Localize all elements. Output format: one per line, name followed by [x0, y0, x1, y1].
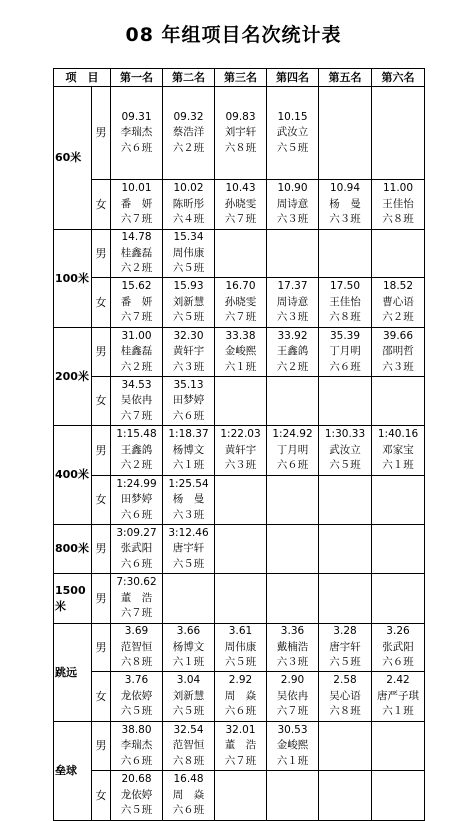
athlete-name: 金峻熙 — [276, 739, 309, 752]
table-row — [54, 377, 425, 426]
result-value: 1:40.16 — [377, 428, 419, 441]
header-row — [54, 69, 425, 87]
class-name: 六７班 — [120, 311, 153, 324]
athlete-name: 李瑞杰 — [120, 126, 153, 139]
table-row — [54, 328, 425, 377]
result-value: 35.39 — [329, 329, 361, 342]
rank-cell — [111, 476, 163, 525]
athlete-name: 周伟康 — [172, 246, 205, 259]
rank-cell — [215, 230, 267, 278]
athlete-name: 吴依冉 — [276, 689, 309, 702]
rank-cell — [372, 525, 425, 574]
rank-cell — [111, 672, 163, 722]
athlete-name: 金峻熙 — [224, 345, 257, 358]
table-row — [54, 180, 425, 230]
result-value: 3.26 — [386, 625, 410, 638]
rank-cell — [215, 624, 267, 672]
athlete-name: 李瑞杰 — [120, 739, 153, 752]
table-row — [54, 426, 425, 476]
class-name: 六２班 — [172, 141, 205, 154]
athlete-name: 杨 曼 — [329, 197, 361, 210]
class-name: 六６班 — [172, 409, 205, 422]
rank-cell — [111, 771, 163, 821]
result-value: 3.36 — [280, 625, 305, 638]
rank-cell — [372, 328, 425, 377]
athlete-name: 刘新慧 — [172, 689, 205, 702]
result-value: 16.70 — [225, 280, 256, 293]
result-value: 14.78 — [121, 231, 152, 244]
athlete-name: 杨博文 — [172, 443, 205, 456]
class-name: 六３班 — [224, 459, 257, 472]
class-name: 六２班 — [120, 459, 153, 472]
class-name: 六８班 — [382, 213, 414, 226]
athlete-name: 刘宇轩 — [224, 126, 257, 139]
event-name: 400米 — [54, 426, 92, 525]
athlete-name: 孙晓雯 — [224, 197, 257, 210]
gender-cell: 女 — [92, 180, 111, 230]
rank-cell — [163, 476, 215, 525]
rank-cell — [267, 574, 319, 624]
result-value: 1:18.37 — [168, 428, 209, 441]
rank-cell — [267, 87, 319, 180]
class-name: 六８班 — [329, 311, 361, 324]
class-name: 六７班 — [276, 705, 309, 718]
gender-cell: 男 — [92, 722, 111, 771]
class-name: 六６班 — [120, 557, 153, 570]
class-name: 六８班 — [172, 754, 205, 767]
gender-cell: 男 — [92, 328, 111, 377]
class-name: 六５班 — [329, 656, 361, 669]
athlete-name: 王佳怡 — [329, 295, 361, 308]
rank-cell — [215, 574, 267, 624]
athlete-name: 龙依婷 — [120, 788, 153, 801]
athlete-name: 戴楠浩 — [276, 640, 309, 653]
rank-cell — [163, 624, 215, 672]
class-name: 六６班 — [382, 656, 414, 669]
class-name: 六２班 — [120, 262, 153, 275]
athlete-name: 田梦婷 — [172, 394, 205, 407]
result-value: 20.68 — [121, 773, 152, 786]
rank-cell — [163, 426, 215, 476]
rank-cell — [111, 624, 163, 672]
header-rank-4: 第四名 — [267, 69, 319, 87]
event-name: 60米 — [54, 87, 92, 230]
gender-cell: 男 — [92, 574, 111, 624]
class-name: 六６班 — [120, 508, 153, 521]
rank-cell — [319, 476, 372, 525]
result-value: 39.66 — [382, 329, 414, 342]
rank-cell — [319, 771, 372, 821]
gender-cell: 女 — [92, 672, 111, 722]
header-rank-1: 第一名 — [111, 69, 163, 87]
class-name: 六１班 — [172, 459, 205, 472]
rank-cell — [163, 230, 215, 278]
event-name: 100米 — [54, 230, 92, 328]
result-value: 7:30.62 — [116, 576, 157, 589]
class-name: 六５班 — [276, 141, 309, 154]
result-value: 3.69 — [124, 625, 149, 638]
result-value: 31.00 — [121, 329, 152, 342]
athlete-name: 董 浩 — [120, 591, 153, 604]
rank-cell — [267, 672, 319, 722]
table-row — [54, 672, 425, 722]
rank-cell — [372, 278, 425, 328]
class-name: 六１班 — [382, 705, 414, 718]
result-value: 09.31 — [121, 110, 152, 123]
class-name: 六７班 — [120, 213, 153, 226]
header-rank-6: 第六名 — [372, 69, 425, 87]
rank-cell — [215, 722, 267, 771]
result-value: 35.13 — [173, 378, 204, 391]
class-name: 六５班 — [329, 459, 361, 472]
result-value: 1:22.03 — [220, 428, 261, 441]
rank-cell — [163, 771, 215, 821]
header-rank-5: 第五名 — [319, 69, 372, 87]
rank-cell — [111, 230, 163, 278]
class-name: 六３班 — [276, 311, 309, 324]
rank-cell — [111, 574, 163, 624]
table-row — [54, 230, 425, 278]
rank-cell — [215, 278, 267, 328]
class-name: 六７班 — [224, 311, 257, 324]
rank-cell — [163, 180, 215, 230]
athlete-name: 武汝立 — [329, 443, 361, 456]
rank-cell — [267, 476, 319, 525]
class-name: 六７班 — [120, 409, 153, 422]
rank-cell — [372, 672, 425, 722]
class-name: 六６班 — [172, 804, 205, 817]
result-value: 15.93 — [173, 280, 204, 293]
result-value: 34.53 — [121, 378, 152, 391]
result-value: 10.90 — [277, 182, 308, 195]
result-value: 1:24.99 — [116, 477, 157, 490]
rank-cell — [319, 624, 372, 672]
class-name: 六６班 — [276, 459, 309, 472]
athlete-name: 蔡浩洋 — [172, 126, 205, 139]
class-name: 六５班 — [172, 705, 205, 718]
table-row — [54, 476, 425, 525]
rank-cell — [215, 377, 267, 426]
table-row — [54, 624, 425, 672]
athlete-name: 周 焱 — [172, 788, 205, 801]
result-value: 15.62 — [121, 280, 152, 293]
result-value: 33.38 — [225, 329, 256, 342]
rank-cell — [215, 426, 267, 476]
rank-cell — [372, 426, 425, 476]
rank-cell — [319, 278, 372, 328]
rank-cell — [215, 476, 267, 525]
result-value: 10.94 — [329, 182, 361, 195]
athlete-name: 黄轩宇 — [172, 345, 205, 358]
result-value: 09.32 — [173, 110, 204, 123]
table-row — [54, 771, 425, 821]
rank-cell — [372, 87, 425, 180]
rank-cell — [267, 771, 319, 821]
athlete-name: 邓家宝 — [382, 443, 414, 456]
result-value: 09.83 — [225, 110, 256, 123]
rank-cell — [111, 87, 163, 180]
page-title: 08 年组项目名次统计表 — [125, 24, 342, 46]
athlete-name: 桂鑫磊 — [120, 246, 153, 259]
athlete-name: 张武阳 — [120, 542, 153, 555]
athlete-name: 曹心语 — [382, 295, 414, 308]
rank-cell — [163, 525, 215, 574]
rank-cell — [163, 278, 215, 328]
rank-cell — [111, 377, 163, 426]
rank-cell — [215, 672, 267, 722]
athlete-name: 唐宇轩 — [329, 640, 361, 653]
rank-cell — [163, 574, 215, 624]
class-name: 六３班 — [329, 213, 361, 226]
athlete-name: 番 妍 — [120, 295, 153, 308]
header-rank-3: 第三名 — [215, 69, 267, 87]
result-value: 10.02 — [173, 182, 204, 195]
result-value: 2.90 — [280, 674, 305, 687]
gender-cell: 男 — [92, 624, 111, 672]
rank-cell — [319, 87, 372, 180]
result-value: 3.66 — [176, 625, 201, 638]
rank-cell — [111, 722, 163, 771]
class-name: 六２班 — [382, 311, 414, 324]
result-value: 10.01 — [121, 182, 152, 195]
rank-cell — [372, 476, 425, 525]
rank-cell — [372, 180, 425, 230]
gender-cell: 女 — [92, 476, 111, 525]
gender-cell: 女 — [92, 278, 111, 328]
result-value: 1:24.92 — [272, 428, 313, 441]
class-name: 六８班 — [120, 656, 153, 669]
class-name: 六８班 — [329, 705, 361, 718]
rank-cell — [111, 328, 163, 377]
athlete-name: 陈昕彤 — [172, 197, 205, 210]
rank-cell — [372, 574, 425, 624]
event-name: 垒球 — [54, 722, 92, 821]
event-name: 跳远 — [54, 624, 92, 722]
table-row — [54, 722, 425, 771]
table-row — [54, 87, 425, 180]
rank-cell — [267, 230, 319, 278]
result-value: 38.80 — [121, 723, 152, 736]
class-name: 六８班 — [224, 141, 257, 154]
rank-cell — [319, 230, 372, 278]
table-row — [54, 525, 425, 574]
class-name: 六６班 — [329, 360, 361, 373]
rank-cell — [163, 328, 215, 377]
class-name: 六２班 — [276, 360, 309, 373]
gender-cell: 女 — [92, 377, 111, 426]
class-name: 六３班 — [276, 656, 309, 669]
athlete-name: 唐宇轩 — [172, 542, 205, 555]
rank-cell — [372, 377, 425, 426]
class-name: 六７班 — [224, 213, 257, 226]
gender-cell: 男 — [92, 525, 111, 574]
class-name: 六１班 — [224, 360, 257, 373]
rank-cell — [372, 771, 425, 821]
result-value: 3.28 — [333, 625, 357, 638]
class-name: 六１班 — [172, 656, 205, 669]
athlete-name: 杨 曼 — [172, 493, 205, 506]
athlete-name: 田梦婷 — [120, 493, 153, 506]
rank-cell — [267, 377, 319, 426]
athlete-name: 杨博文 — [172, 640, 205, 653]
rank-cell — [111, 525, 163, 574]
result-value: 17.50 — [329, 280, 361, 293]
rank-cell — [319, 574, 372, 624]
class-name: 六６班 — [120, 141, 153, 154]
header-item: 项 目 — [54, 69, 111, 87]
athlete-name: 董 浩 — [224, 739, 257, 752]
rank-cell — [319, 377, 372, 426]
rank-cell — [267, 180, 319, 230]
class-name: 六５班 — [172, 262, 205, 275]
class-name: 六３班 — [172, 508, 205, 521]
athlete-name: 桂鑫磊 — [120, 345, 153, 358]
athlete-name: 龙依婷 — [120, 689, 153, 702]
rank-cell — [163, 722, 215, 771]
athlete-name: 张武阳 — [382, 640, 414, 653]
rank-cell — [163, 672, 215, 722]
result-value: 2.92 — [228, 674, 253, 687]
athlete-name: 王佳怡 — [382, 197, 414, 210]
rank-cell — [267, 278, 319, 328]
gender-cell: 男 — [92, 426, 111, 476]
rank-cell — [267, 426, 319, 476]
athlete-name: 邵明哲 — [382, 345, 414, 358]
class-name: 六２班 — [120, 360, 153, 373]
result-value: 17.37 — [277, 280, 308, 293]
class-name: 六１班 — [276, 754, 309, 767]
class-name: 六５班 — [120, 705, 153, 718]
result-value: 3.04 — [176, 674, 201, 687]
rank-cell — [163, 377, 215, 426]
rank-cell — [111, 180, 163, 230]
athlete-name: 丁月明 — [276, 443, 309, 456]
gender-cell: 男 — [92, 87, 111, 180]
class-name: 六５班 — [120, 804, 153, 817]
header-rank-2: 第二名 — [163, 69, 215, 87]
athlete-name: 黄轩宇 — [224, 443, 257, 456]
rank-cell — [267, 525, 319, 574]
athlete-name: 孙晓雯 — [224, 295, 257, 308]
class-name: 六６班 — [224, 705, 257, 718]
rank-cell — [215, 771, 267, 821]
result-value: 30.53 — [277, 723, 308, 736]
event-name: 1500米 — [54, 574, 92, 624]
class-name: 六５班 — [172, 557, 205, 570]
athlete-name: 周诗意 — [276, 295, 309, 308]
result-value: 32.01 — [225, 723, 256, 736]
result-value: 16.48 — [173, 773, 204, 786]
table-row — [54, 278, 425, 328]
result-value: 1:15.48 — [116, 428, 157, 441]
result-value: 1:25.54 — [168, 477, 209, 490]
class-name: 六３班 — [172, 360, 205, 373]
class-name: 六７班 — [224, 754, 257, 767]
gender-cell: 女 — [92, 771, 111, 821]
athlete-name: 武汝立 — [276, 126, 309, 139]
rank-cell — [163, 87, 215, 180]
rank-cell — [319, 328, 372, 377]
result-value: 15.34 — [173, 231, 204, 244]
rank-cell — [372, 624, 425, 672]
athlete-name: 王鑫鸽 — [120, 443, 153, 456]
rank-cell — [111, 426, 163, 476]
athlete-name: 王鑫鸽 — [276, 345, 309, 358]
event-name: 200米 — [54, 328, 92, 426]
result-value: 18.52 — [382, 280, 414, 293]
athlete-name: 周诗意 — [276, 197, 309, 210]
class-name: 六６班 — [120, 754, 153, 767]
class-name: 六３班 — [382, 360, 414, 373]
table-row — [54, 574, 425, 624]
result-value: 3.61 — [228, 625, 253, 638]
result-value: 3.76 — [124, 674, 149, 687]
rank-cell — [267, 624, 319, 672]
result-value: 2.42 — [386, 674, 410, 687]
athlete-name: 范智恒 — [120, 640, 153, 653]
rank-cell — [215, 180, 267, 230]
rank-cell — [319, 426, 372, 476]
athlete-name: 唐严子琪 — [377, 689, 419, 702]
athlete-name: 周伟康 — [224, 640, 257, 653]
athlete-name: 丁月明 — [329, 345, 361, 358]
rank-cell — [319, 525, 372, 574]
rank-cell — [215, 525, 267, 574]
event-name: 800米 — [54, 525, 92, 574]
rank-cell — [319, 672, 372, 722]
rank-cell — [215, 87, 267, 180]
athlete-name: 周 焱 — [224, 689, 257, 702]
result-value: 3:09.27 — [116, 526, 157, 539]
athlete-name: 吴心语 — [329, 689, 361, 702]
result-value: 3:12.46 — [168, 526, 209, 539]
athlete-name: 范智恒 — [172, 739, 205, 752]
result-value: 10.43 — [225, 182, 256, 195]
result-value: 1:30.33 — [324, 428, 366, 441]
athlete-name: 刘新慧 — [172, 295, 205, 308]
result-value: 2.58 — [333, 674, 357, 687]
result-value: 11.00 — [382, 182, 414, 195]
class-name: 六１班 — [382, 459, 414, 472]
result-value: 10.15 — [277, 110, 308, 123]
rank-cell — [372, 722, 425, 771]
athlete-name: 吴依冉 — [120, 394, 153, 407]
athlete-name: 番 妍 — [120, 197, 153, 210]
gender-cell: 男 — [92, 230, 111, 278]
result-value: 32.54 — [173, 723, 204, 736]
ranking-table — [53, 68, 425, 821]
rank-cell — [267, 328, 319, 377]
class-name: 六５班 — [224, 656, 257, 669]
rank-cell — [319, 180, 372, 230]
result-value: 33.92 — [277, 329, 308, 342]
table-body — [54, 87, 425, 821]
rank-cell — [372, 230, 425, 278]
class-name: 六４班 — [172, 213, 205, 226]
rank-cell — [319, 722, 372, 771]
class-name: 六５班 — [172, 311, 205, 324]
rank-cell — [215, 328, 267, 377]
result-value: 32.30 — [173, 329, 204, 342]
rank-cell — [111, 278, 163, 328]
class-name: 六３班 — [276, 213, 309, 226]
rank-cell — [267, 722, 319, 771]
class-name: 六７班 — [120, 607, 153, 620]
